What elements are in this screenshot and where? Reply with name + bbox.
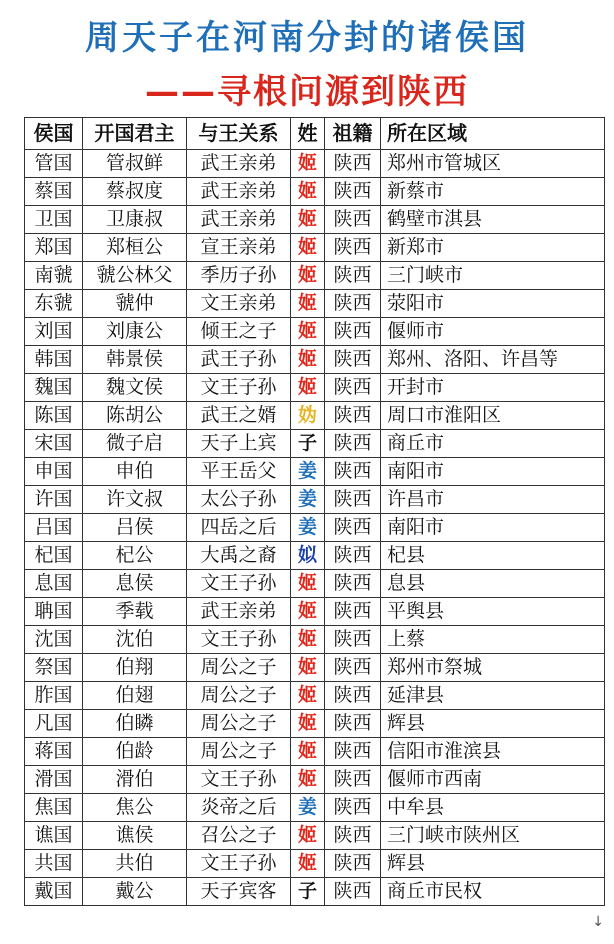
table-row xyxy=(25,262,605,290)
table-row xyxy=(25,514,605,542)
ancestral-home-cell: 陕西 xyxy=(325,346,381,374)
header-founding-ruler: 开国君主 xyxy=(83,118,187,150)
state-cell: 卫国 xyxy=(25,206,83,234)
surname-cell: 姬 xyxy=(291,570,325,598)
region-cell: 新郑市 xyxy=(381,234,605,262)
state-cell: 南虢 xyxy=(25,262,83,290)
surname-cell: 姬 xyxy=(291,318,325,346)
header-ancestral-home: 祖籍 xyxy=(325,118,381,150)
region-cell: 郑州、洛阳、许昌等 xyxy=(381,346,605,374)
table-row xyxy=(25,738,605,766)
state-cell: 谯国 xyxy=(25,822,83,850)
surname-cell: 姬 xyxy=(291,822,325,850)
relation-cell: 文王子孙 xyxy=(187,374,291,402)
relation-cell: 武王亲弟 xyxy=(187,598,291,626)
founding-ruler-cell: 郑桓公 xyxy=(83,234,187,262)
founding-ruler-cell: 息侯 xyxy=(83,570,187,598)
ancestral-home-cell: 陕西 xyxy=(325,794,381,822)
founding-ruler-cell: 伯龄 xyxy=(83,738,187,766)
region-cell: 平舆县 xyxy=(381,598,605,626)
surname-cell: 姜 xyxy=(291,794,325,822)
state-cell: 滑国 xyxy=(25,766,83,794)
relation-cell: 武王亲弟 xyxy=(187,150,291,178)
founding-ruler-cell: 蔡叔度 xyxy=(83,178,187,206)
founding-ruler-cell: 刘康公 xyxy=(83,318,187,346)
relation-cell: 天子上宾 xyxy=(187,430,291,458)
founding-ruler-cell: 伯瞵 xyxy=(83,710,187,738)
state-cell: 宋国 xyxy=(25,430,83,458)
relation-cell: 文王子孙 xyxy=(187,626,291,654)
region-cell: 杞县 xyxy=(381,542,605,570)
founding-ruler-cell: 申伯 xyxy=(83,458,187,486)
ancestral-home-cell: 陕西 xyxy=(325,766,381,794)
region-cell: 开封市 xyxy=(381,374,605,402)
table-row xyxy=(25,710,605,738)
region-cell: 荥阳市 xyxy=(381,290,605,318)
ancestral-home-cell: 陕西 xyxy=(325,402,381,430)
state-cell: 凡国 xyxy=(25,710,83,738)
state-cell: 祭国 xyxy=(25,654,83,682)
ancestral-home-cell: 陕西 xyxy=(325,570,381,598)
table-row xyxy=(25,682,605,710)
relation-cell: 周公之子 xyxy=(187,682,291,710)
ancestral-home-cell: 陕西 xyxy=(325,850,381,878)
surname-cell: 姜 xyxy=(291,458,325,486)
relation-cell: 武王之婿 xyxy=(187,402,291,430)
table-row xyxy=(25,234,605,262)
ancestral-home-cell: 陕西 xyxy=(325,598,381,626)
ancestral-home-cell: 陕西 xyxy=(325,710,381,738)
region-cell: 辉县 xyxy=(381,850,605,878)
table-header-row xyxy=(25,118,605,150)
surname-cell: 姬 xyxy=(291,290,325,318)
founding-ruler-cell: 许文叔 xyxy=(83,486,187,514)
surname-cell: 姬 xyxy=(291,738,325,766)
relation-cell: 周公之子 xyxy=(187,654,291,682)
relation-cell: 宣王亲弟 xyxy=(187,234,291,262)
region-cell: 南阳市 xyxy=(381,458,605,486)
relation-cell: 平王岳父 xyxy=(187,458,291,486)
founding-ruler-cell: 谯侯 xyxy=(83,822,187,850)
founding-ruler-cell: 韩景侯 xyxy=(83,346,187,374)
page-indicator-icon: ↓ xyxy=(592,914,604,930)
region-cell: 商丘市民权 xyxy=(381,878,605,906)
table-row xyxy=(25,318,605,346)
state-cell: 沈国 xyxy=(25,626,83,654)
surname-cell: 子 xyxy=(291,430,325,458)
table-row xyxy=(25,486,605,514)
table-row xyxy=(25,402,605,430)
surname-cell: 姬 xyxy=(291,178,325,206)
surname-cell: 姬 xyxy=(291,682,325,710)
ancestral-home-cell: 陕西 xyxy=(325,514,381,542)
table-row xyxy=(25,598,605,626)
state-cell: 韩国 xyxy=(25,346,83,374)
relation-cell: 四岳之后 xyxy=(187,514,291,542)
state-cell: 蔡国 xyxy=(25,178,83,206)
surname-cell: 姬 xyxy=(291,626,325,654)
surname-cell: 姬 xyxy=(291,598,325,626)
region-cell: 中牟县 xyxy=(381,794,605,822)
surname-cell: 姬 xyxy=(291,234,325,262)
founding-ruler-cell: 管叔鲜 xyxy=(83,150,187,178)
state-cell: 郑国 xyxy=(25,234,83,262)
table-row xyxy=(25,542,605,570)
relation-cell: 文王子孙 xyxy=(187,850,291,878)
surname-cell: 姬 xyxy=(291,850,325,878)
state-cell: 许国 xyxy=(25,486,83,514)
surname-cell: 妫 xyxy=(291,402,325,430)
ancestral-home-cell: 陕西 xyxy=(325,262,381,290)
founding-ruler-cell: 魏文侯 xyxy=(83,374,187,402)
relation-cell: 天子宾客 xyxy=(187,878,291,906)
ancestral-home-cell: 陕西 xyxy=(325,738,381,766)
ancestral-home-cell: 陕西 xyxy=(325,430,381,458)
relation-cell: 炎帝之后 xyxy=(187,794,291,822)
ancestral-home-cell: 陕西 xyxy=(325,682,381,710)
founding-ruler-cell: 虢公林父 xyxy=(83,262,187,290)
founding-ruler-cell: 沈伯 xyxy=(83,626,187,654)
region-cell: 新蔡市 xyxy=(381,178,605,206)
founding-ruler-cell: 滑伯 xyxy=(83,766,187,794)
surname-cell: 姬 xyxy=(291,766,325,794)
surname-cell: 姒 xyxy=(291,542,325,570)
table-row xyxy=(25,458,605,486)
table-row xyxy=(25,654,605,682)
surname-cell: 姜 xyxy=(291,486,325,514)
state-cell: 蒋国 xyxy=(25,738,83,766)
surname-cell: 姜 xyxy=(291,514,325,542)
region-cell: 鹤壁市淇县 xyxy=(381,206,605,234)
ancestral-home-cell: 陕西 xyxy=(325,458,381,486)
relation-cell: 周公之子 xyxy=(187,710,291,738)
region-cell: 郑州市管城区 xyxy=(381,150,605,178)
region-cell: 周口市淮阳区 xyxy=(381,402,605,430)
region-cell: 三门峡市陕州区 xyxy=(381,822,605,850)
region-cell: 偃师市 xyxy=(381,318,605,346)
table-row xyxy=(25,766,605,794)
founding-ruler-cell: 伯翔 xyxy=(83,654,187,682)
state-cell: 共国 xyxy=(25,850,83,878)
header-state: 侯国 xyxy=(25,118,83,150)
relation-cell: 武王亲弟 xyxy=(187,206,291,234)
state-cell: 陈国 xyxy=(25,402,83,430)
founding-ruler-cell: 陈胡公 xyxy=(83,402,187,430)
founding-ruler-cell: 季载 xyxy=(83,598,187,626)
page-title: 周天子在河南分封的诸侯国 xyxy=(85,18,529,58)
ancestral-home-cell: 陕西 xyxy=(325,878,381,906)
ancestral-home-cell: 陕西 xyxy=(325,486,381,514)
relation-cell: 文王子孙 xyxy=(187,766,291,794)
state-cell: 息国 xyxy=(25,570,83,598)
founding-ruler-cell: 卫康叔 xyxy=(83,206,187,234)
surname-cell: 姬 xyxy=(291,262,325,290)
founding-ruler-cell: 戴公 xyxy=(83,878,187,906)
table-row xyxy=(25,570,605,598)
state-cell: 杞国 xyxy=(25,542,83,570)
table-row xyxy=(25,206,605,234)
relation-cell: 太公子孙 xyxy=(187,486,291,514)
surname-cell: 子 xyxy=(291,878,325,906)
founding-ruler-cell: 杞公 xyxy=(83,542,187,570)
state-cell: 刘国 xyxy=(25,318,83,346)
relation-cell: 文王亲弟 xyxy=(187,290,291,318)
ancestral-home-cell: 陕西 xyxy=(325,626,381,654)
founding-ruler-cell: 微子启 xyxy=(83,430,187,458)
table-row xyxy=(25,626,605,654)
founding-ruler-cell: 吕侯 xyxy=(83,514,187,542)
founding-ruler-cell: 共伯 xyxy=(83,850,187,878)
surname-cell: 姬 xyxy=(291,150,325,178)
table-row xyxy=(25,430,605,458)
state-cell: 吕国 xyxy=(25,514,83,542)
ancestral-home-cell: 陕西 xyxy=(325,318,381,346)
relation-cell: 季历子孙 xyxy=(187,262,291,290)
table-row xyxy=(25,374,605,402)
region-cell: 郑州市祭城 xyxy=(381,654,605,682)
region-cell: 商丘市 xyxy=(381,430,605,458)
table-row xyxy=(25,878,605,906)
table-row xyxy=(25,178,605,206)
region-cell: 三门峡市 xyxy=(381,262,605,290)
ancestral-home-cell: 陕西 xyxy=(325,290,381,318)
vassal-states-table xyxy=(24,117,605,906)
region-cell: 偃师市西南 xyxy=(381,766,605,794)
region-cell: 上蔡 xyxy=(381,626,605,654)
relation-cell: 大禹之裔 xyxy=(187,542,291,570)
header-region: 所在区域 xyxy=(381,118,605,150)
surname-cell: 姬 xyxy=(291,654,325,682)
header-relation-to-king: 与王关系 xyxy=(187,118,291,150)
table-row xyxy=(25,794,605,822)
page-subtitle: ——寻根问源到陕西 xyxy=(145,72,469,112)
state-cell: 胙国 xyxy=(25,682,83,710)
state-cell: 聃国 xyxy=(25,598,83,626)
ancestral-home-cell: 陕西 xyxy=(325,178,381,206)
relation-cell: 武王子孙 xyxy=(187,346,291,374)
ancestral-home-cell: 陕西 xyxy=(325,374,381,402)
founding-ruler-cell: 伯翅 xyxy=(83,682,187,710)
ancestral-home-cell: 陕西 xyxy=(325,654,381,682)
surname-cell: 姬 xyxy=(291,374,325,402)
region-cell: 许昌市 xyxy=(381,486,605,514)
relation-cell: 文王子孙 xyxy=(187,570,291,598)
state-cell: 东虢 xyxy=(25,290,83,318)
region-cell: 南阳市 xyxy=(381,514,605,542)
relation-cell: 周公之子 xyxy=(187,738,291,766)
ancestral-home-cell: 陕西 xyxy=(325,542,381,570)
ancestral-home-cell: 陕西 xyxy=(325,206,381,234)
region-cell: 信阳市淮滨县 xyxy=(381,738,605,766)
relation-cell: 倾王之子 xyxy=(187,318,291,346)
region-cell: 息县 xyxy=(381,570,605,598)
region-cell: 辉县 xyxy=(381,710,605,738)
surname-cell: 姬 xyxy=(291,206,325,234)
region-cell: 延津县 xyxy=(381,682,605,710)
state-cell: 管国 xyxy=(25,150,83,178)
table-row xyxy=(25,822,605,850)
ancestral-home-cell: 陕西 xyxy=(325,822,381,850)
table-row xyxy=(25,290,605,318)
ancestral-home-cell: 陕西 xyxy=(325,150,381,178)
surname-cell: 姬 xyxy=(291,710,325,738)
relation-cell: 武王亲弟 xyxy=(187,178,291,206)
state-cell: 申国 xyxy=(25,458,83,486)
state-cell: 戴国 xyxy=(25,878,83,906)
table-row xyxy=(25,150,605,178)
header-surname: 姓 xyxy=(291,118,325,150)
founding-ruler-cell: 虢仲 xyxy=(83,290,187,318)
table-row xyxy=(25,346,605,374)
state-cell: 焦国 xyxy=(25,794,83,822)
table-row xyxy=(25,850,605,878)
founding-ruler-cell: 焦公 xyxy=(83,794,187,822)
surname-cell: 姬 xyxy=(291,346,325,374)
state-cell: 魏国 xyxy=(25,374,83,402)
ancestral-home-cell: 陕西 xyxy=(325,234,381,262)
relation-cell: 召公之子 xyxy=(187,822,291,850)
